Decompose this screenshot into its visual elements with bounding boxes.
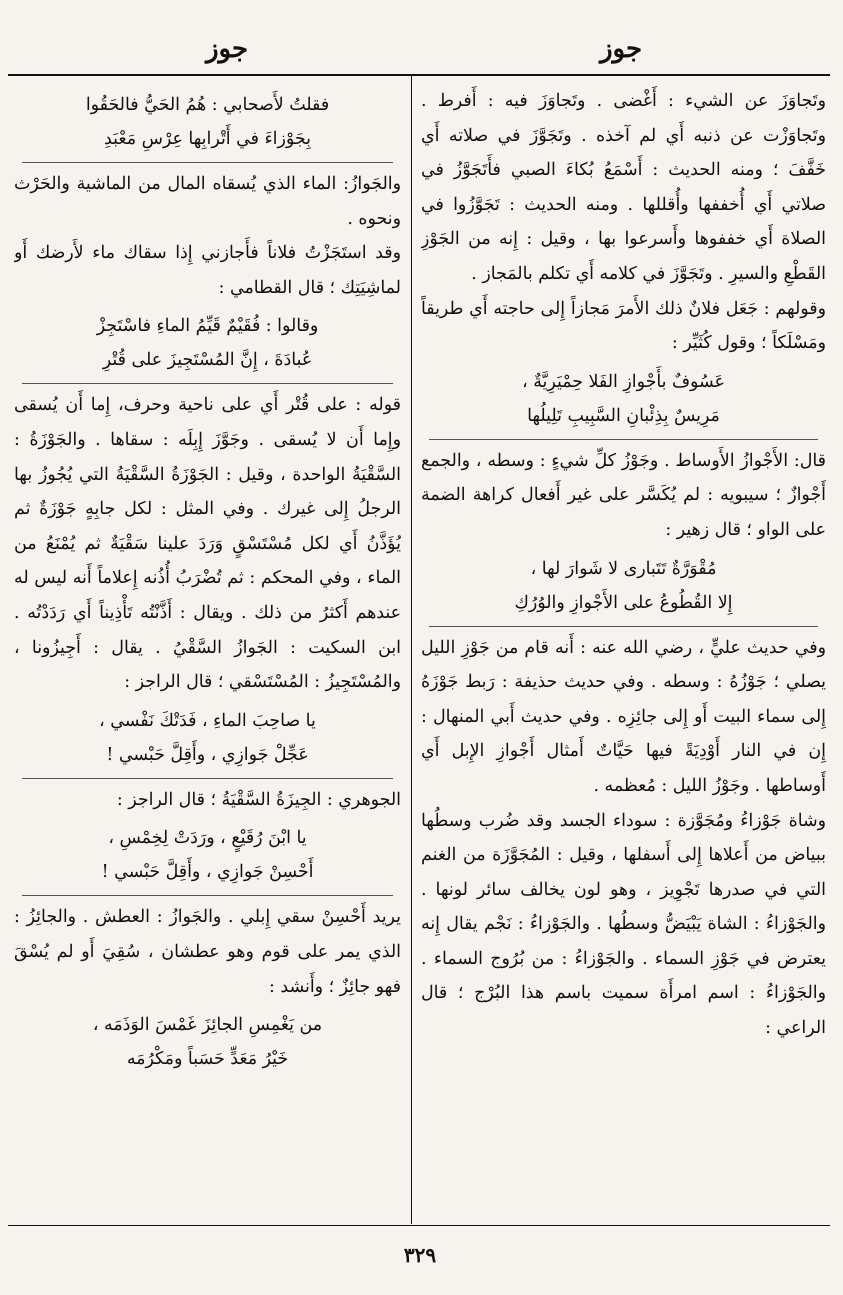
- page-number: ٣٢٩: [403, 1243, 437, 1267]
- column-divider: [411, 76, 412, 1224]
- verse-line: يا صاحِبَ الماءِ ، فَدَتْكَ نَفْسي ،: [99, 710, 316, 731]
- entry-paragraph: وتَجاوَزَ عن الشيء : أَغْضى . وتَجاوَزَ فيه : أَفرط . وتَجاوَزْت عن ذنبه أَي لم آخذه . وتَجَوَّزَ في صلاته أَي خَفَّفَ ؛ ومنه الحديث : أَسْمَعُ بُكاءَ الصبي فأَتَجَوَّزُ في صلاتي أَي أُخففها وأُقللها . ومنه الحديث : تَجَوَّزُوا في الصلاة أَي خففوها وأَسرعوا بها ، وقيل : إِنه من الجَوْزِ القَطْعِ والسيرِ . وتَجَوَّزَ في كلامه أَي تكلم بالمَجاز .: [421, 91, 826, 284]
- verse-line: إِلا القُطُوعُ على الأَجْوازِ والوُرُكِ: [514, 592, 733, 613]
- separator-rule: [429, 439, 818, 440]
- verse-line: عَسُوفٌ بأَجْوازِ الفَلا حِمْيَرِيَّةٌ ،: [522, 371, 725, 392]
- entry-paragraph: وفي حديث عليٍّ ، رضي الله عنه : أَنه قام من جَوْزِ الليل يصلي ؛ جَوْزُهُ : وسطه . وفي حديث حذيفة : رَبط جَوْزَهُ إِلى سماء البيت أَو إِلى جائِزِه . وفي حديث أَبي المنهال : إِن في النار أَوْدِيَةً فيها حَيَّاتٌ أَمثال أَجْوازِ الإِبل أَي أَوساطها . وجَوْزُ الليل : مُعظمه .: [421, 637, 826, 796]
- verse-line: عُبادَةَ ، إِنَّ المُسْتَجِيزَ على قُتْرِ: [102, 350, 313, 371]
- verse-line: أَحْسِنْ جَوازِي ، وأَقِلَّ حَبْسي !: [101, 862, 314, 883]
- entry-paragraph: الجوهري : الجِيزَةُ السَّقْيَةُ ؛ قال الراجز :: [116, 789, 401, 810]
- entry-paragraph: قوله : على قُتْر أَي على ناحية وحرف، إِما أَن يُسقى وإِما أَن لا يُسقى . وجَوَّزَ إِبِلَه : سقاها . والجَوْزَةُ : السَّقْيَةُ الواحدة ، وقيل : الجَوْزَةُ السَّقْيَةُ التي يُجُوزُ بها الرجلُ إِلى غيرك . وفي المثل : لكل جابِهٍ جَوْزَةٌ ثم يُؤَذَّنُ أَي لكل مُسْتَسْقٍ وَرَدَ علينا سَقْيَةٌ ثم يُمْنَعُ من الماء ، وفي المحكم : ثم تُضْرَبُ أُذُنه إِعلاماً أَنه ليس له عندهم أَكثرُ من ذلك . ويقال : أَذَّنْتُه تَأْذِيناً أَي رَدَدْتُه . ابن السكيت : الجَوازُ السَّقْيُ . يقال : أَجِيزُونا ، والمُسْتَجِيزُ : المُسْتَسْقي ؛ قال الراجز :: [14, 395, 401, 693]
- verse-line: فقلتُ لأَصحابي : هُمُ الحَيُّ فالحَقُوا: [85, 95, 330, 115]
- left-column: [14, 84, 401, 1220]
- header-keyword-left: جوز: [206, 34, 249, 64]
- verse-line: مَرِيسٌ بِذِئْبانِ السَّبِيبِ تَلِيلُها: [527, 405, 720, 426]
- separator-rule: [22, 895, 393, 896]
- footer-rule: [8, 1225, 830, 1226]
- separator-rule: [22, 383, 393, 384]
- entry-paragraph: وقد استَجَزْتُ فلاناً فأَجازني إِذا سقاك ماء لأَرضك أَو لماشِيَتِك ؛ قال القطامي :: [14, 243, 401, 298]
- separator-rule: [22, 162, 393, 163]
- verse-quote: [14, 88, 401, 156]
- verse-line: يا ابْنَ رُقَيْعٍ ، ورَدَتْ لِخِمْسِ ،: [108, 828, 307, 849]
- header-rule: [8, 74, 830, 76]
- entry-paragraph: يريد أَحْسِنْ سقي إِبلي . والجَوازُ : العطش . والجائِزُ : الذي يمر على قوم وهو عطشان ، سُقِيَ أَو لم يُسْقَ فهو جائِزٌ ؛ وأَنشد :: [14, 907, 401, 997]
- verse-quote: [421, 365, 826, 433]
- verse-line: عَجِّلْ جَوازِي ، وأَقِلَّ حَبْسي !: [106, 744, 309, 765]
- verse-line: مُقْوَرَّةٌ تَتَبارى لا شَوارَ لها ،: [530, 558, 717, 579]
- verse-line: بِجَوْزاءَ في أَتْرابِها عِرْسِ مَعْبَدِ: [104, 129, 311, 149]
- verse-line: من يَغْمِسِ الجائِزَ غَمْسَ الوَذَمَه ،: [92, 1015, 323, 1036]
- entry-paragraph: وقولهم : جَعَل فلانٌ ذلك الأَمرَ مَجازاً إِلى حاجته أَي طريقاً ومَسْلَكاً ؛ وقول كُثَيِّر :: [421, 298, 826, 354]
- verse-line: وقالوا : فُقَيْمٌ قَيِّمُ الماءِ فاسْتَجِزْ: [96, 316, 319, 337]
- verse-quote: [14, 821, 401, 889]
- right-column: [421, 84, 826, 1220]
- separator-rule: [22, 778, 393, 779]
- entry-paragraph: وشاة جَوْزاءُ ومُجَوَّزة : سوداء الجسد وقد ضُرب وسطُها ببياض من أَعلاها إِلى أَسفلها ، وقيل : المُجَوَّزَة من الغنم التي في صدرها تَجْوِيز ، وهو لون يخالف سائر لونها . والجَوْزاءُ : الشاة يَبْيَضُّ وسطُها . والجَوْزاءُ : نَجْم يقال إِنه يعترض في جَوْزِ السماء . والجَوْزاءُ : من بُرُوج السماء . والجَوْزاءُ : اسم امرأَة سميت باسم هذا البُرْج ؛ قال الراعي :: [421, 810, 826, 1039]
- entry-paragraph: والجَوازُ: الماء الذي يُسقاه المال من الماشية والحَرْث ونحوه .: [14, 174, 401, 229]
- separator-rule: [429, 626, 818, 627]
- verse-line: خَيْرُ مَعَدٍّ حَسَباً ومَكْرُمَه: [126, 1049, 289, 1070]
- verse-quote: [14, 1008, 401, 1076]
- verse-quote: [14, 309, 401, 377]
- entry-paragraph: قال: الأَجْوازُ الأَوساط . وجَوْزُ كلِّ شيءٍ : وسطه ، والجمع أَجْوازٌ ؛ سيبويه : لم يُكَسَّر على غير أَفعال كراهة الضمة على الواو ؛ قال زهير :: [421, 450, 826, 540]
- verse-quote: [14, 704, 401, 772]
- header-keyword-right: جوز: [600, 34, 643, 64]
- verse-quote: [421, 552, 826, 620]
